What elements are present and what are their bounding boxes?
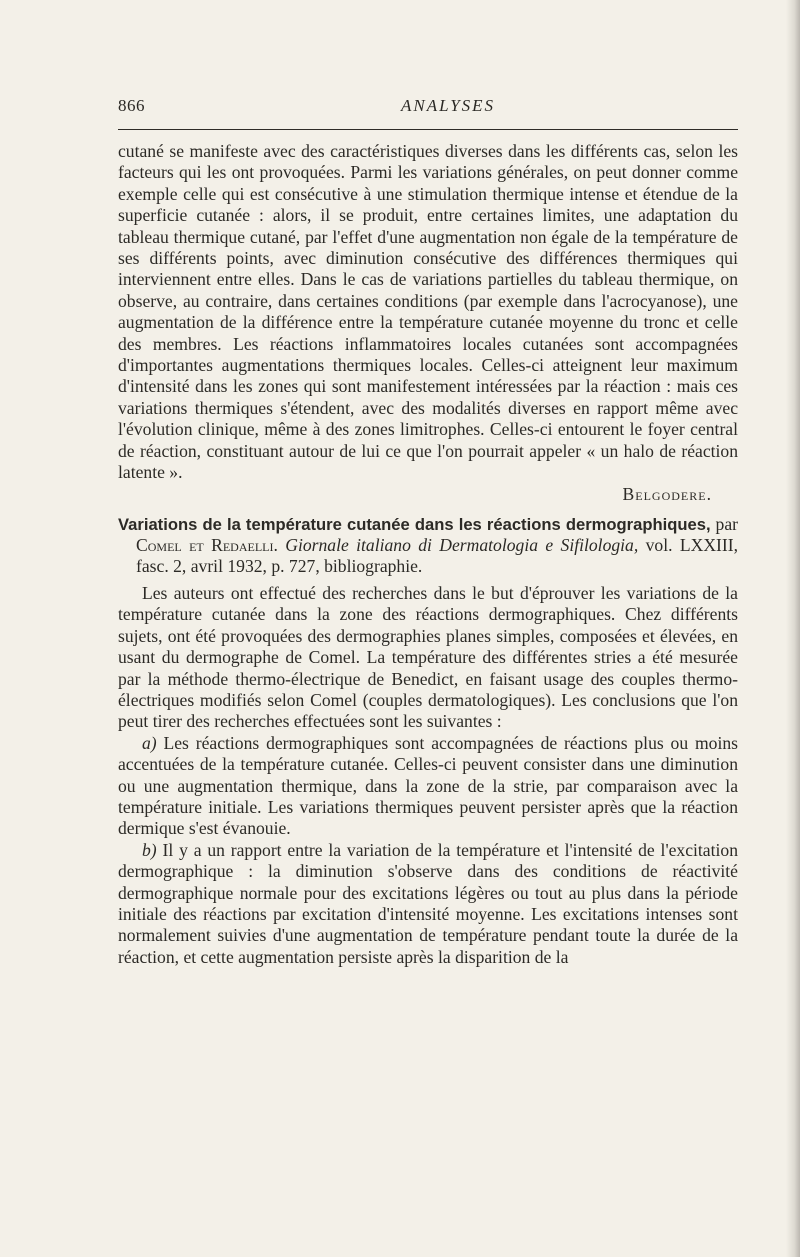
article-authors: Comel et Redaelli.: [136, 534, 278, 555]
intro-paragraph: Les auteurs ont effectué des recherches dans le but d'éprouver les variations de la température cutanée dans la zone des réactions dermographiques. Chez différents sujets, ont été provoquées des dermographies planes simples, composées et élevées, en usant du dermographe de Comel. La température des différentes stries a été mesurée par la méthode thermo-électrique de Benedict, en faisant usage des couples thermo-électriques modifiés selon Comel (couples dermatologiques). Les conclusions que l'on peut tirer des recherches effectuées sont les suivantes :: [118, 582, 738, 732]
header-rule: [118, 129, 738, 130]
reviewer-signature: Belgodere.: [622, 483, 712, 504]
item-a-paragraph: [118, 733, 738, 840]
page-header: [118, 96, 738, 120]
item-a-marker: a): [142, 732, 157, 753]
article-journal: Giornale italiano di Dermatologia e Sifilologia,: [277, 534, 639, 555]
article-title-bold: Variations de la température cutanée dans les réactions dermographiques,: [118, 514, 711, 534]
item-b-text: Il y a un rapport entre la variation de la température et l'intensité de l'excitation dermographique : la diminution s'observe dans des conditions de réactivité dermographique normale pour des excitations légères ou tout au plus dans la période initiale des réactions par excitation d'intensité moyenne. Les excitations intenses sont normalement suivies d'une augmentation de température pendant toute la durée de la réaction, et cette augmentation persiste après la disparition de la: [118, 839, 738, 967]
article-by: par: [710, 513, 738, 534]
item-b-marker: b): [142, 839, 157, 860]
item-b-paragraph: [118, 840, 738, 968]
page-number: 866: [118, 96, 145, 115]
page-edge-shadow: [786, 0, 800, 1257]
running-head: ANALYSES: [400, 96, 496, 115]
body-text: [118, 141, 738, 968]
item-a-text: Les réactions dermographiques sont accompagnées de réactions plus ou moins accentuées de la température cutanée. Celles-ci peuvent consister dans une diminution ou une augmentation thermique, dans la zone de la strie, par comparaison avec la température initiale. Les variations thermiques peuvent persister après que la réaction dermique s'est évanouie.: [118, 732, 738, 839]
article-title: [118, 514, 738, 577]
continuation-paragraph: cutané se manifeste avec des caractéristiques diverses dans les différents cas, selon les facteurs qui les ont provoquées. Parmi les variations générales, on peut donner comme exemple celle qui est consécutive à une stimulation thermique intense et étendue de la superficie cutanée : alors, il se produit, entre certaines limites, une adaptation du tableau thermique cutané, par l'effet d'une augmentation non égale de la température de ses différents points, avec diminution consécutive des différences thermiques qui interviennent entre elles. Dans le cas de variations partielles du tableau thermique, on observe, au contraire, dans certaines conditions (par exemple dans l'acrocyanose), une augmentation de la différence entre la température cutanée moyenne du tronc et celle des membres. Les réactions inflammatoires locales cutanées sont accompagnées d'importantes augmentations thermiques locales. Celles-ci atteignent leur maximum d'intensité dans les zones qui sont manifestement intéressées par la réaction : mais ces variations thermiques s'étendent, avec des modalités diverses en rapport même avec l'évolution clinique, même à des zones limitrophes. Celles-ci entourent le foyer central de réaction, constituant autour de lui ce que l'on pourrait appeler « un halo de réaction latente ».: [118, 141, 738, 483]
article-details: vol. LXXIII, fasc. 2, avril 1932, p. 727, bibliographie.: [136, 534, 738, 576]
